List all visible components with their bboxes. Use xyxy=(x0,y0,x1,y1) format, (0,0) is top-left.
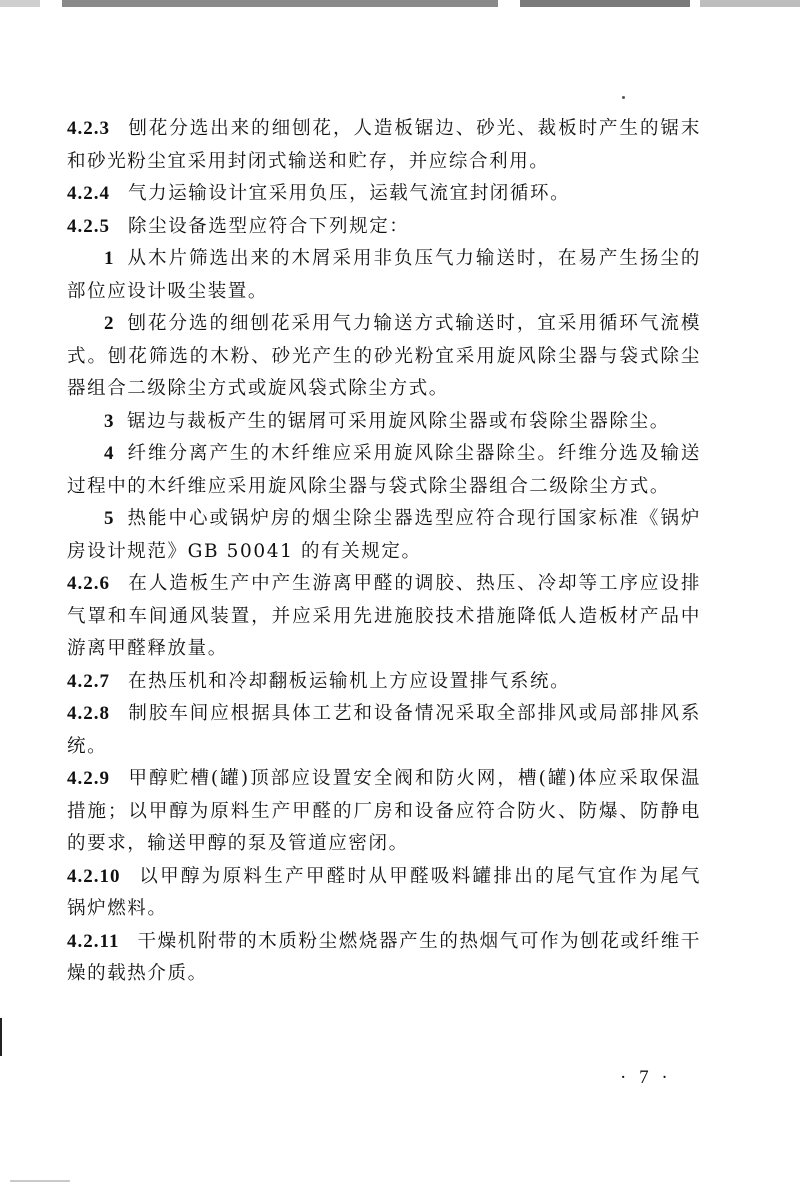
item-text: 从木片筛选出来的木屑采用非负压气力输送时，在易产生扬尘的部位应设计吸尘装置。 xyxy=(67,248,701,302)
item-number: 5 xyxy=(104,508,116,529)
list-item-2 xyxy=(67,308,701,406)
document-body xyxy=(67,113,701,991)
clause-number: 4.2.4 xyxy=(67,183,110,204)
clause-text: 干燥机附带的木质粉尘燃烧器产生的热烟气可作为刨花或纤维干燥的载热介质。 xyxy=(67,930,701,984)
clause-4-2-5 xyxy=(67,211,701,244)
clause-text: 刨花分选出来的细刨花，人造板锯边、砂光、裁板时产生的锯末和砂光粉尘宜采用封闭式输送和贮存，并应综合利用。 xyxy=(67,118,701,172)
clause-4-2-7 xyxy=(67,666,701,699)
clause-4-2-4 xyxy=(67,178,701,211)
clause-4-2-8 xyxy=(67,698,701,763)
clause-number: 4.2.6 xyxy=(67,573,110,594)
clause-text: 在热压机和冷却翻板运输机上方应设置排气系统。 xyxy=(128,670,571,692)
item-text: 纤维分离产生的木纤维应采用旋风除尘器除尘。纤维分选及输送过程中的木纤维应采用旋风除尘器与袋式除尘器组合二级除尘方式。 xyxy=(67,443,701,497)
clause-number: 4.2.8 xyxy=(67,703,110,724)
item-number: 1 xyxy=(104,248,116,269)
clause-4-2-11 xyxy=(67,926,701,991)
list-item-3 xyxy=(67,406,701,439)
item-number: 2 xyxy=(104,313,116,334)
clause-4-2-6 xyxy=(67,568,701,666)
scan-margin-mark xyxy=(0,1018,2,1056)
item-number: 3 xyxy=(104,410,116,432)
item-text: 锯边与裁板产生的锯屑可采用旋风除尘器或布袋除尘器除尘。 xyxy=(127,410,670,432)
scan-top-edge xyxy=(0,0,800,7)
clause-text: 以甲醇为原料生产甲醛时从甲醛吸料罐排出的尾气宜作为尾气锅炉燃料。 xyxy=(67,865,701,919)
item-number: 4 xyxy=(104,443,116,464)
clause-text: 在人造板生产中产生游离甲醛的调胶、热压、冷却等工序应设排气罩和车间通风装置，并应采用先进施胶技术措施降低人造板材产品中游离甲醛释放量。 xyxy=(67,573,701,659)
page-number: · 7 · xyxy=(620,1067,672,1088)
list-item-4 xyxy=(67,438,701,503)
scan-speck xyxy=(622,96,625,99)
list-item-1 xyxy=(67,243,701,308)
clause-number: 4.2.11 xyxy=(67,930,120,952)
clause-text: 甲醇贮槽(罐)顶部应设置安全阀和防火网，槽(罐)体应采取保温措施；以甲醇为原料生产甲醛的厂房和设备应符合防火、防爆、防静电的要求，输送甲醇的泵及管道应密闭。 xyxy=(67,768,701,854)
scan-bottom-edge xyxy=(10,1180,70,1182)
clause-4-2-10 xyxy=(67,861,701,926)
clause-number: 4.2.10 xyxy=(67,865,121,887)
clause-text: 气力运输设计宜采用负压，运载气流宜封闭循环。 xyxy=(128,183,571,204)
clause-number: 4.2.5 xyxy=(67,215,110,237)
clause-number: 4.2.7 xyxy=(67,670,110,692)
clause-number: 4.2.9 xyxy=(67,768,110,789)
list-item-5 xyxy=(67,503,701,568)
clause-text: 除尘设备选型应符合下列规定： xyxy=(128,215,410,237)
clause-4-2-3 xyxy=(67,113,701,178)
item-text: 刨花分选的细刨花采用气力输送方式输送时，宜采用循环气流模式。刨花筛选的木粉、砂光产生的砂光粉宜采用旋风除尘器与袋式除尘器组合二级除尘方式或旋风袋式除尘方式。 xyxy=(67,313,701,399)
clause-number: 4.2.3 xyxy=(67,118,110,139)
clause-4-2-9 xyxy=(67,763,701,861)
item-text: 热能中心或锅炉房的烟尘除尘器选型应符合现行国家标准《锅炉房设计规范》GB 50041 的有关规定。 xyxy=(67,508,701,562)
clause-text: 制胶车间应根据具体工艺和设备情况采取全部排风或局部排风系统。 xyxy=(67,703,701,757)
